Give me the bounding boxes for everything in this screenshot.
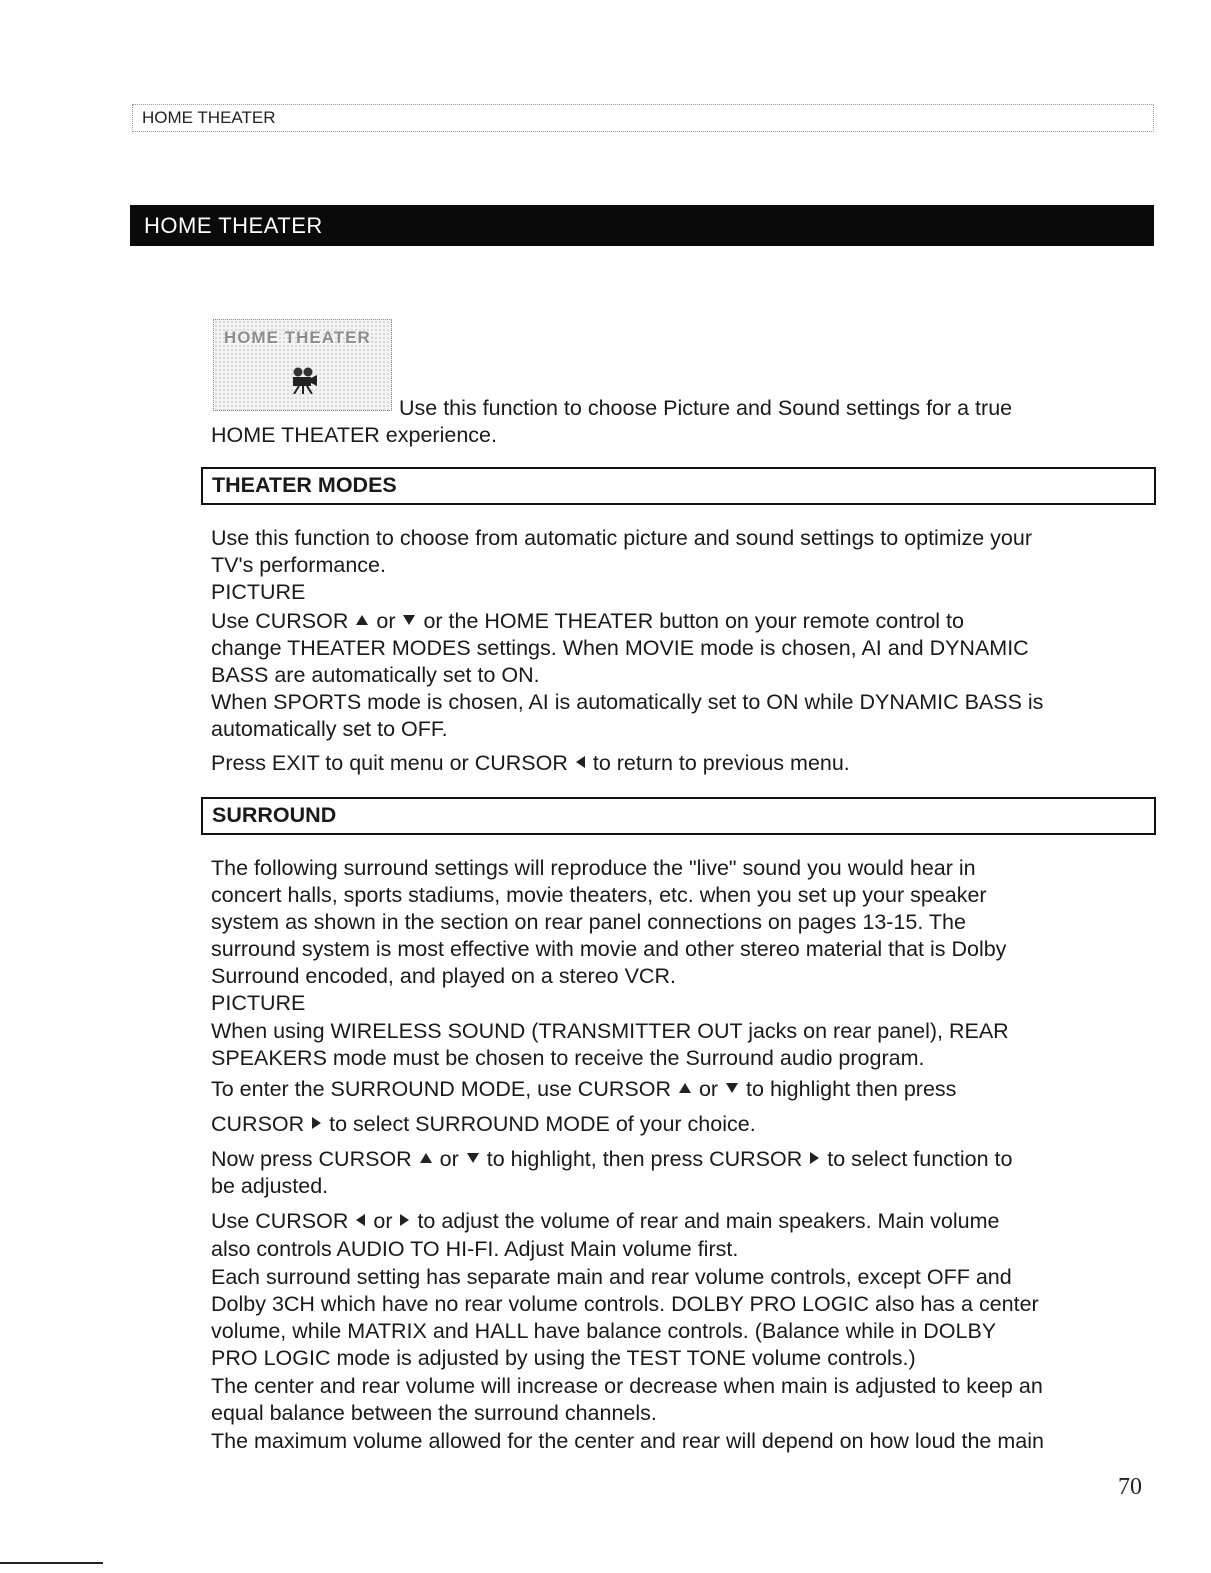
bottom-rule <box>0 1562 103 1564</box>
body-text: The following surround settings will reproduce the "live" sound you would hear in <box>211 856 976 880</box>
text-span: or <box>698 1077 719 1101</box>
surround-heading: SURROUND <box>201 797 1156 835</box>
body-text: The maximum volume allowed for the center and rear will depend on how loud the main <box>211 1429 1044 1453</box>
text-span: to highlight then press <box>746 1077 957 1101</box>
text-span: Use CURSOR <box>211 609 349 633</box>
cursor-up-icon <box>679 1083 691 1093</box>
body-text: change THEATER MODES settings. When MOVIE mode is chosen, AI and DYNAMIC <box>211 636 1029 660</box>
body-text: When SPORTS mode is chosen, AI is automatically set to ON while DYNAMIC BASS is <box>211 690 1044 714</box>
text-span: Press EXIT to quit menu or CURSOR <box>211 751 568 775</box>
body-text <box>211 750 850 777</box>
page-number: 70 <box>1118 1474 1142 1500</box>
home-theater-menu-icon <box>213 319 392 411</box>
cursor-left-icon <box>356 1214 365 1226</box>
body-text: Each surround setting has separate main and rear volume controls, except OFF and <box>211 1265 1012 1289</box>
intro-text: HOME THEATER experience. <box>211 423 497 447</box>
running-header: HOME THEATER <box>132 104 1154 132</box>
cursor-right-icon <box>312 1117 321 1129</box>
movie-camera-icon <box>288 366 318 394</box>
body-text <box>211 608 964 635</box>
intro-text: Use this function to choose Picture and Sound settings for a true <box>399 396 1013 420</box>
text-span: to adjust the volume of rear and main speakers. Main volume <box>417 1209 1000 1233</box>
body-text <box>211 1111 756 1138</box>
text-span: to select SURROUND MODE of your choice. <box>329 1112 756 1136</box>
body-text: TV's performance. <box>211 553 386 577</box>
cursor-left-icon <box>576 756 585 768</box>
body-text <box>211 1208 999 1235</box>
body-text: PRO LOGIC mode is adjusted by using the TEST TONE volume controls.) <box>211 1346 916 1370</box>
body-text: Use this function to choose from automatic picture and sound settings to optimize your <box>211 526 1033 550</box>
text-span: to highlight, then press CURSOR <box>486 1147 803 1171</box>
menu-icon-label: HOME THEATER <box>224 328 371 347</box>
body-text: When using WIRELESS SOUND (TRANSMITTER OUT jacks on rear panel), REAR <box>211 1019 1009 1043</box>
body-text: concert halls, sports stadiums, movie theaters, etc. when you set up your speaker <box>211 883 987 907</box>
text-span: or <box>373 1209 393 1233</box>
body-text: Dolby 3CH which have no rear volume controls. DOLBY PRO LOGIC also has a center <box>211 1292 1039 1316</box>
cursor-right-icon <box>400 1214 409 1226</box>
text-span: to select function to <box>827 1147 1013 1171</box>
body-text: equal balance between the surround channels. <box>211 1401 657 1425</box>
body-text: Surround encoded, and played on a stereo VCR. <box>211 964 676 988</box>
body-text: BASS are automatically set to ON. <box>211 663 540 687</box>
cursor-up-icon <box>420 1153 432 1163</box>
body-text: SPEAKERS mode must be chosen to receive the Surround audio program. <box>211 1046 925 1070</box>
text-span: or <box>376 609 396 633</box>
cursor-down-icon <box>726 1083 738 1093</box>
text-span: To enter the SURROUND MODE, use CURSOR <box>211 1077 671 1101</box>
text-span: Use CURSOR <box>211 1209 349 1233</box>
body-text: system as shown in the section on rear panel connections on pages 13-15. The <box>211 910 966 934</box>
body-text: also controls AUDIO TO HI-FI. Adjust Main volume first. <box>211 1237 739 1261</box>
cursor-right-icon <box>810 1152 819 1164</box>
cursor-down-icon <box>403 615 415 625</box>
body-text: volume, while MATRIX and HALL have balance controls. (Balance while in DOLBY <box>211 1319 997 1343</box>
cursor-up-icon <box>356 615 368 625</box>
theater-modes-heading: THEATER MODES <box>201 467 1156 505</box>
section-title-bar: HOME THEATER <box>130 205 1154 246</box>
body-text: surround system is most effective with movie and other stereo material that is Dolby <box>211 937 1007 961</box>
text-span: to return to previous menu. <box>592 751 850 775</box>
text-span: or the HOME THEATER button on your remote control to <box>423 609 964 633</box>
body-text: The center and rear volume will increase or decrease when main is adjusted to keep an <box>211 1374 1043 1398</box>
text-span: Now press CURSOR <box>211 1147 412 1171</box>
cursor-down-icon <box>467 1153 479 1163</box>
text-span: CURSOR <box>211 1112 305 1136</box>
body-text: automatically set to OFF. <box>211 717 448 741</box>
body-text: be adjusted. <box>211 1174 329 1198</box>
subheading-picture: PICTURE <box>211 580 306 604</box>
body-text <box>211 1146 1012 1173</box>
text-span: or <box>439 1147 459 1171</box>
body-text <box>211 1076 956 1103</box>
subheading-picture: PICTURE <box>211 991 306 1015</box>
